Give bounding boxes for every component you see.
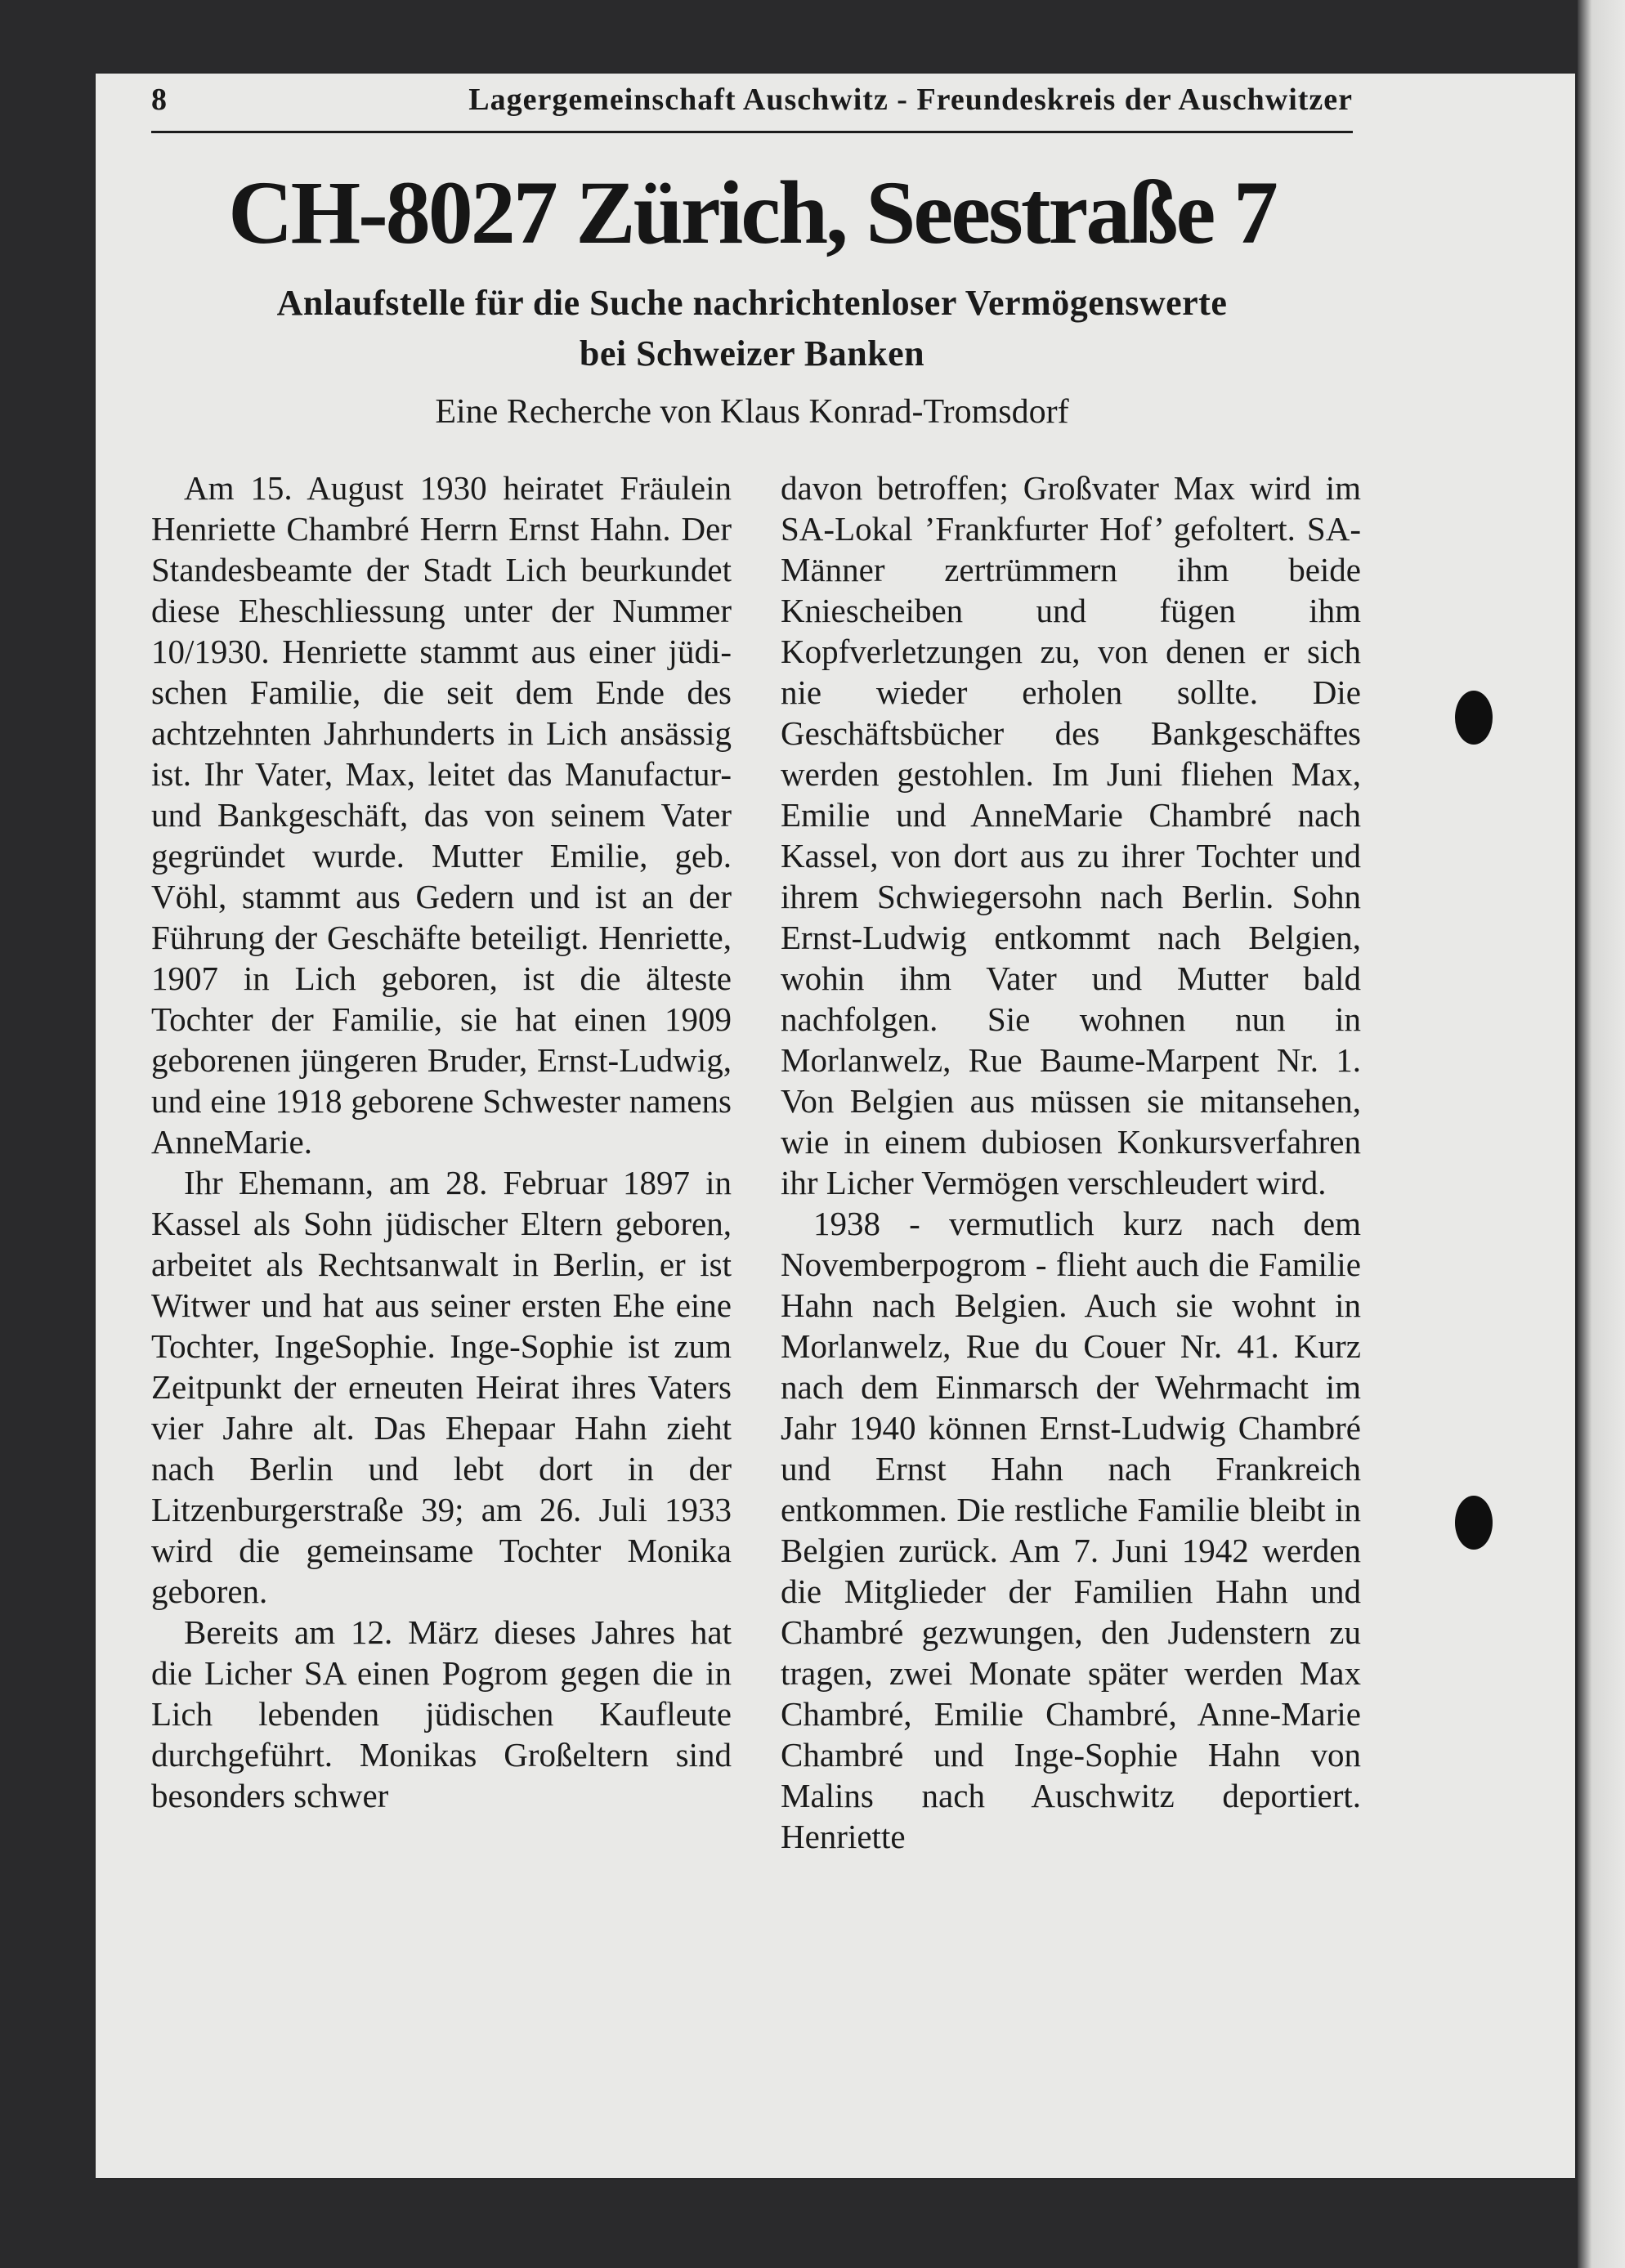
article-subtitle: [151, 278, 1353, 379]
paragraph: Bereits am 12. März dieses Jahres hat die Licher SA einen Pogrom gegen die in Lich lebenden jüdischen Kaufleute durchgeführt. Monikas Großeltern sind besonders schwer: [151, 1613, 732, 1814]
punch-hole: [1455, 1496, 1493, 1550]
running-header: [151, 82, 1353, 133]
right-column: [781, 467, 1361, 1857]
paragraph: davon betroffen; Großvater Max wird im SA-Lokal ’Frankfurter Hof’ gefoltert. SA-Männer zertrümmern ihm beide Kniescheiben und fügen ihm Kopfverletzungen zu, von denen er sich nie wieder erholen sollte. Die Geschäftsbücher des Bankgeschäftes werden gestohlen. Im Juni fliehen Max, Emilie und AnneMarie Chambré nach Kassel, von dort aus zu ihrer Tochter und ihrem Schwiegersohn nach Berlin. Sohn Ernst-Ludwig entkommt nach Belgien, wohin ihm Vater und Mutter bald nachfolgen. Sie wohnen nun in Morlanwelz, Rue Baume-Marpent Nr. 1. Von Belgien aus müssen sie mitansehen, wie in einem dubiosen Konkursverfahren ihr Licher Vermögen verschleudert wird.: [781, 469, 1361, 1201]
page-number: 8: [151, 83, 168, 117]
article-title: CH-8027 Zürich, Seestraße 7: [228, 163, 1276, 262]
punch-hole: [1455, 691, 1493, 745]
article-byline: Eine Recherche von Klaus Konrad-Tromsdorf: [435, 393, 1069, 431]
subtitle-line: bei Schweizer Banken: [579, 333, 925, 374]
left-column: [151, 467, 732, 1816]
paragraph: 1938 - vermutlich kurz nach dem Novemberpogrom - flieht auch die Familie Hahn nach Belgien. Auch sie wohnt in Morlanwelz, Rue du Couer Nr. 41. Kurz nach dem Einmarsch der Wehrmacht im Jahr 1940 können Ernst-Ludwig Chambré und Ernst Hahn nach Frankreich entkommen. Die restliche Familie bleibt in Belgien zurück. Am 7. Juni 1942 werden die Mitglieder der Familien Hahn und Chambré gezwungen, den Judenstern zu tragen, zwei Monate später werden Max Chambré, Emilie Chambré, Anne-Marie Chambré und Inge-Sophie Hahn von Malins nach Auschwitz deportiert. Henriette: [781, 1205, 1361, 1855]
background-page-edge: [1578, 0, 1625, 2268]
paragraph: Ihr Ehemann, am 28. Februar 1897 in Kassel als Sohn jüdischer Eltern geboren, arbeitet als Rechtsanwalt in Berlin, er ist Witwer und hat aus seiner ersten Ehe eine Tochter, IngeSophie. Inge-Sophie ist zum Zeitpunkt der erneuten Heirat ihres Vaters vier Jahre alt. Das Ehepaar Hahn zieht nach Berlin und lebt dort in der Litzenburgerstraße 39; am 26. Juli 1933 wird die gemeinsame Tochter Monika geboren.: [151, 1164, 732, 1610]
paragraph: Am 15. August 1930 heiratet Fräulein Henriette Chambré Herrn Ernst Hahn. Der Standesbeamte der Stadt Lich beurkundet diese Eheschliessung unter der Nummer 10/1930. Henriette stammt aus einer jüdischen Familie, die seit dem Ende des achtzehnten Jahrhunderts in Lich ansässig ist. Ihr Vater, Max, leitet das Manufactur- und Bankgeschäft, das von seinem Vater gegründet wurde. Mutter Emilie, geb. Vöhl, stammt aus Gedern und ist an der Führung der Geschäfte beteiligt. Henriette, 1907 in Lich geboren, ist die älteste Tochter der Familie, sie hat einen 1909 geborenen jüngeren Bruder, Ernst-Ludwig, und eine 1918 geborene Schwester namens AnneMarie.: [151, 469, 732, 1161]
running-title: Lagergemeinschaft Auschwitz - Freundeskreis der Auschwitzer: [468, 83, 1353, 117]
subtitle-line: Anlaufstelle für die Suche nachrichtenloser Vermögenswerte: [276, 283, 1228, 323]
